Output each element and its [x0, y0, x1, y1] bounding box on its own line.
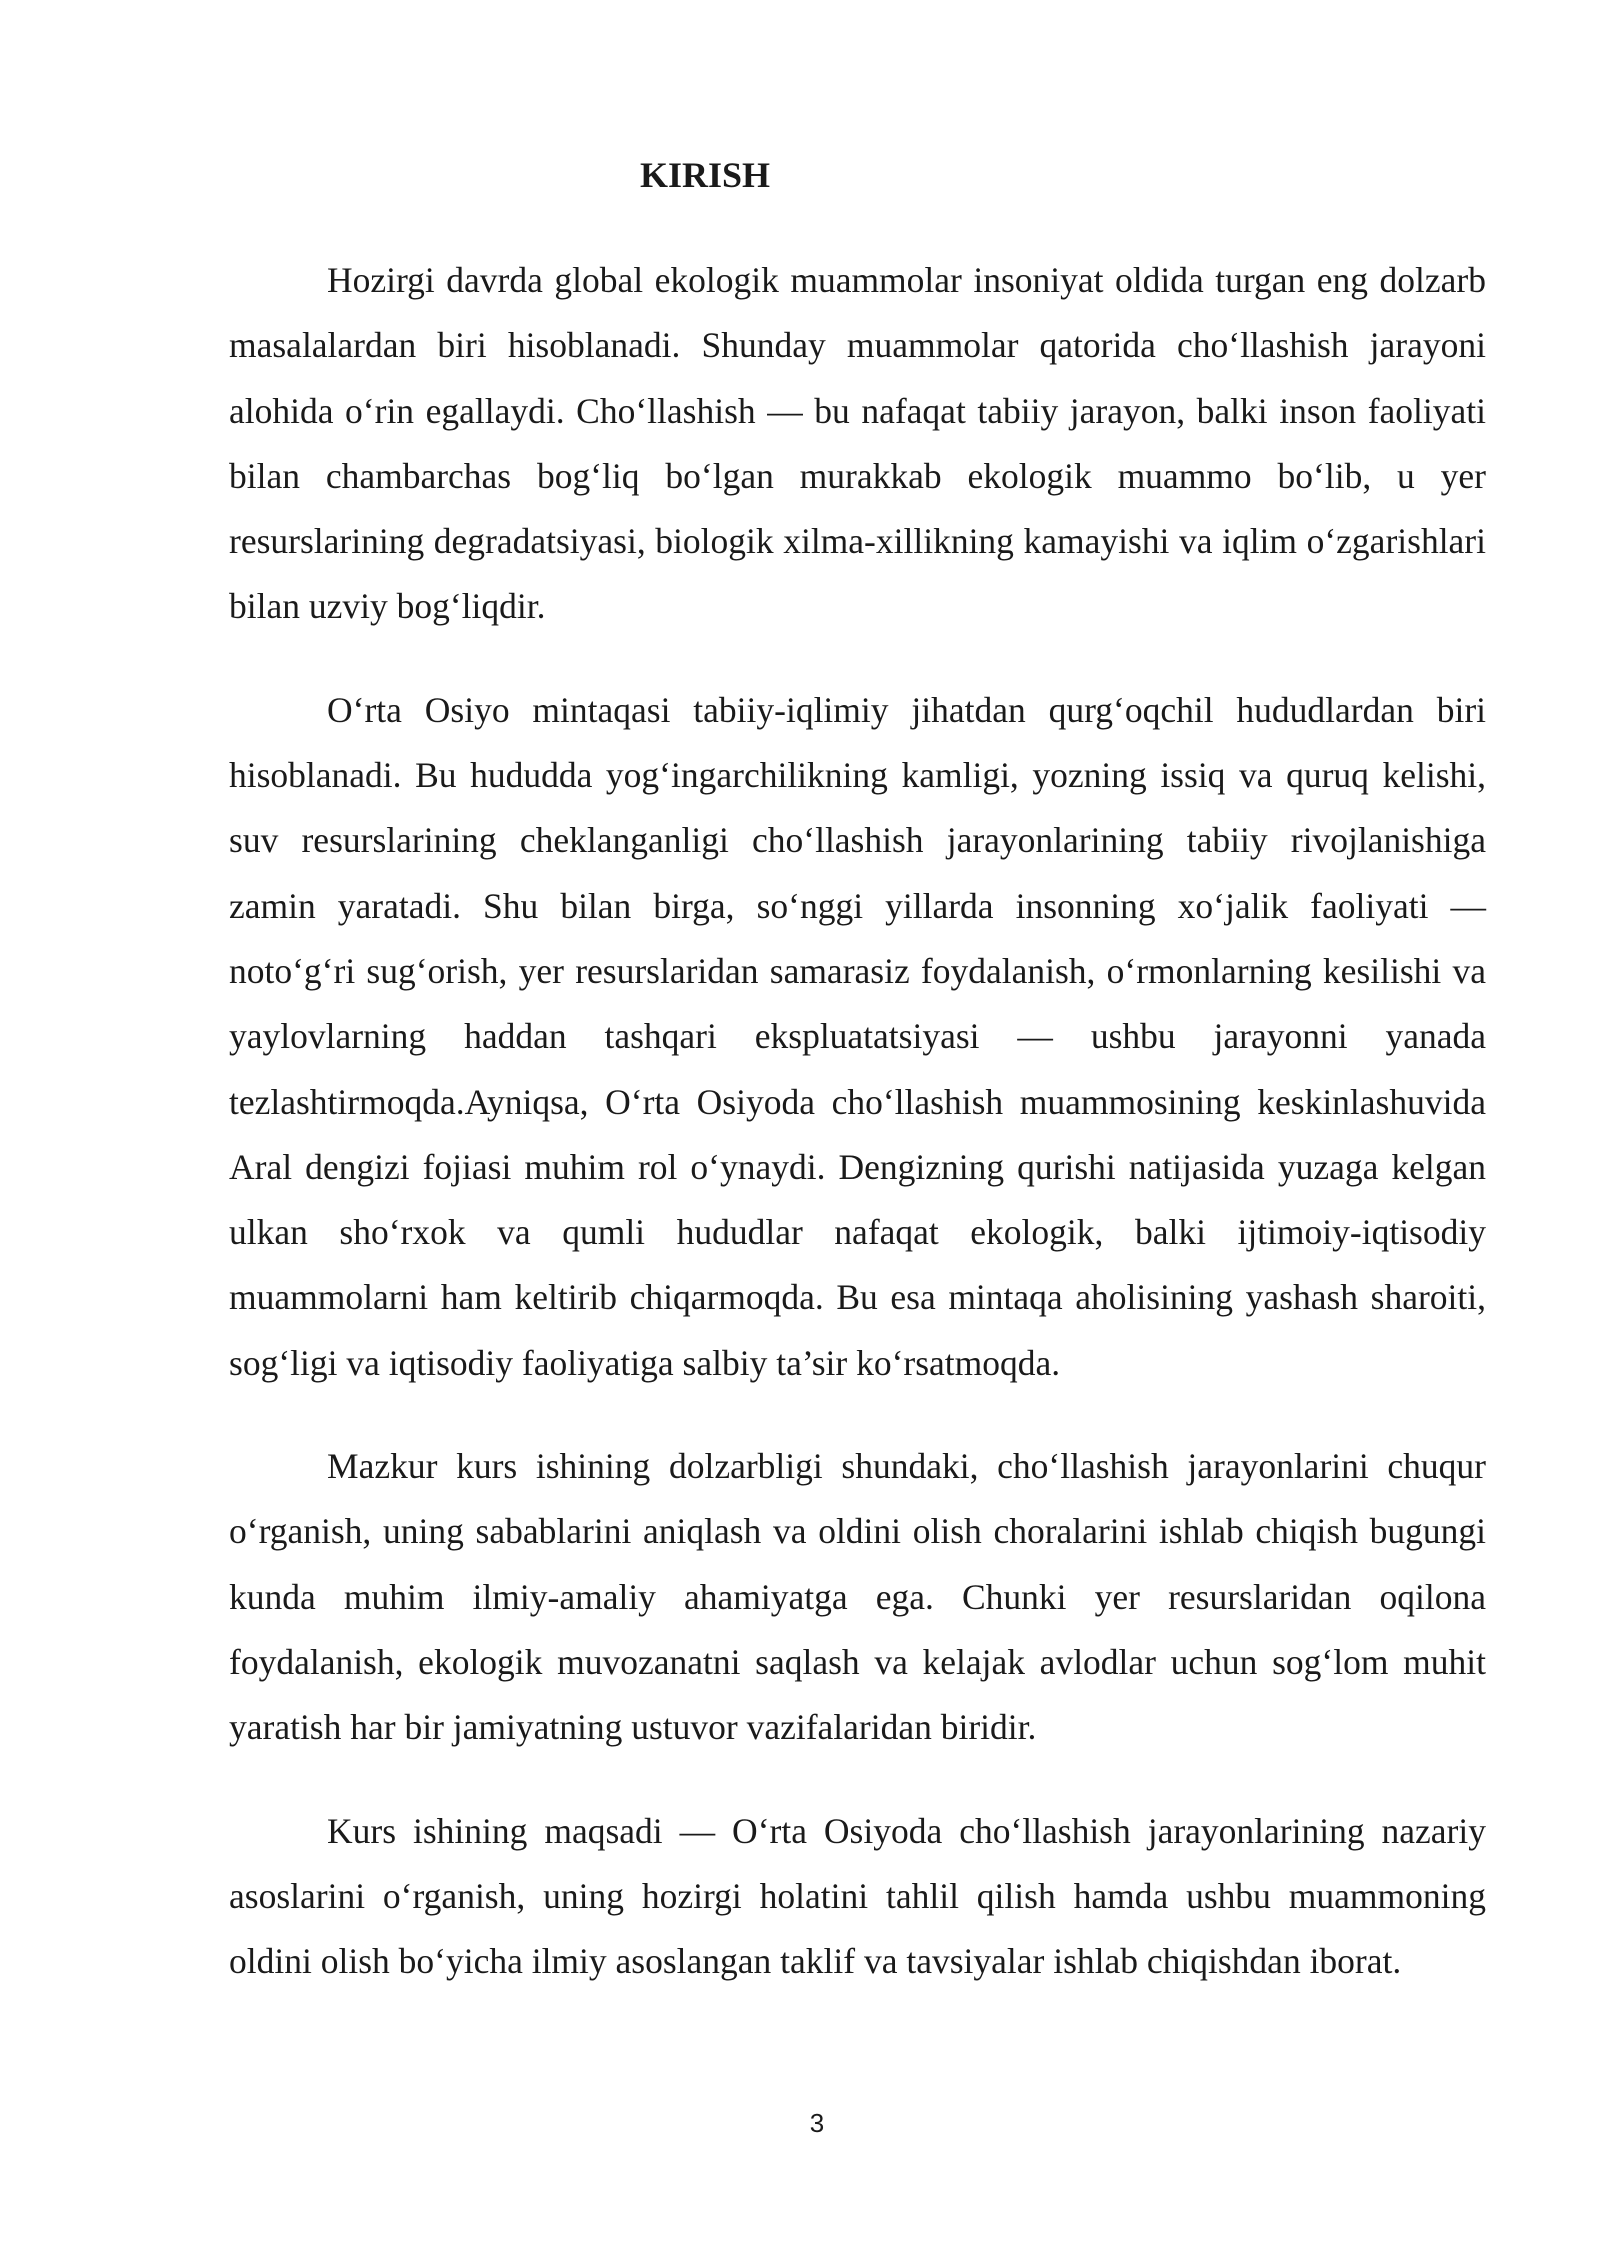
paragraph-1: Hozirgi davrda global ekologik muammolar insoniyat oldida turgan eng dolzarb masalalardan biri hisoblanadi. Shunday muammolar qatorida cho‘llashish jarayoni alohida o‘rin egallaydi. Cho‘llashish — bu nafaqat tabiiy jarayon, balki inson faoliyati bilan chambarchas bog‘liq bo‘lgan murakkab ekologik muammo bo‘lib, u yer resurslarining degradatsiyasi, biologik xilma-xillikning kamayishi va iqlim o‘zgarishlari bilan uzviy bog‘liqdir. — [229, 260, 1486, 627]
page-number: 3 — [809, 2108, 825, 2138]
body-text — [229, 248, 1486, 2032]
section-title: KIRISH — [639, 155, 771, 195]
paragraph-2: O‘rta Osiyo mintaqasi tabiiy-iqlimiy jihatdan qurg‘oqchil hududlardan biri hisoblanadi. Bu hududda yog‘ingarchilikning kamligi, yozning issiq va quruq kelishi, suv resurslarining cheklanganligi cho‘llashish jarayonlarining tabiiy rivojlanishiga zamin yaratadi. Shu bilan birga, so‘nggi yillarda insonning xo‘jalik faoliyati — noto‘g‘ri sug‘orish, yer resurslaridan samarasiz foydalanish, o‘rmonlarning kesilishi va yaylovlarning haddan tashqari ekspluatatsiyasi — ushbu jarayonni yanada tezlashtirmoqda.Ayniqsa, O‘rta Osiyoda cho‘llashish muammosining keskinlashuvida Aral dengizi fojiasi muhim rol o‘ynaydi. Dengizning qurishi natijasida yuzaga kelgan ulkan sho‘rxok va qumli hududlar nafaqat ekologik, balki ijtimoiy-iqtisodiy muammolarni ham keltirib chiqarmoqda. Bu esa mintaqa aholisining yashash sharoiti, sog‘ligi va iqtisodiy faoliyatiga salbiy ta’sir ko‘rsatmoqda. — [229, 689, 1486, 1383]
paragraph-3: Mazkur kurs ishining dolzarbligi shundaki, cho‘llashish jarayonlarini chuqur o‘rganish, uning sabablarini aniqlash va oldini olish choralarini ishlab chiqish bugungi kunda muhim ilmiy-amaliy ahamiyatga ega. Chunki yer resurslaridan oqilona foydalanish, ekologik muvozanatni saqlash va kelajak avlodlar uchun sog‘lom muhit yaratish har bir jamiyatning ustuvor vazifalaridan biridir. — [229, 1446, 1486, 1748]
paragraph-4: Kurs ishining maqsadi — O‘rta Osiyoda cho‘llashish jarayonlarining nazariy asoslarini o‘rganish, uning hozirgi holatini tahlil qilish hamda ushbu muammoning oldini olish bo‘yicha ilmiy asoslangan taklif va tavsiyalar ishlab chiqishdan iborat. — [229, 1810, 1486, 1982]
